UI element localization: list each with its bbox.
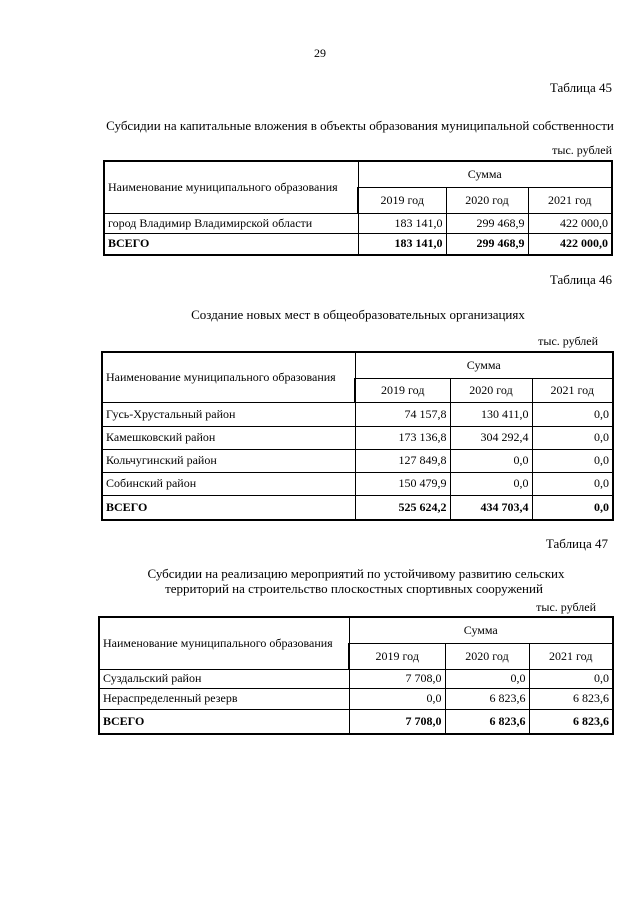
table-row	[99, 669, 613, 688]
table-45-units: тыс. рублей	[552, 143, 612, 157]
row-name: Камешковский район	[102, 426, 355, 449]
row-value-2019: 150 479,9	[355, 472, 450, 495]
header-year-2020: 2020 год	[446, 187, 528, 213]
header-year-2019: 2019 год	[349, 643, 445, 669]
table-45-label: Таблица 45	[549, 80, 612, 95]
page-number: 29	[314, 46, 326, 60]
header-year-2019: 2019 год	[355, 378, 450, 402]
total-value-2020: 299 468,9	[446, 233, 528, 255]
header-year-2021: 2021 год	[529, 643, 613, 669]
total-value-2021: 0,0	[532, 495, 613, 520]
header-year-2020: 2020 год	[450, 378, 532, 402]
table-47-units: тыс. рублей	[536, 600, 596, 614]
row-value-2021: 6 823,6	[529, 688, 613, 709]
table-45	[103, 160, 613, 256]
total-label: ВСЕГО	[102, 495, 355, 520]
row-value-2019: 173 136,8	[355, 426, 450, 449]
table-46-label: Таблица 46	[549, 272, 612, 287]
table-row	[104, 213, 612, 233]
row-value-2020: 0,0	[450, 449, 532, 472]
header-name: Наименование муниципального образования	[104, 161, 358, 213]
total-value-2020: 434 703,4	[450, 495, 532, 520]
row-value-2020: 299 468,9	[446, 213, 528, 233]
total-row	[104, 233, 612, 255]
total-value-2021: 422 000,0	[528, 233, 612, 255]
row-value-2019: 74 157,8	[355, 402, 450, 426]
table-45-title: Субсидии на капитальные вложения в объекты образования муниципальной собственности	[106, 118, 614, 133]
row-value-2021: 0,0	[532, 449, 613, 472]
row-name: город Владимир Владимирской области	[104, 213, 358, 233]
row-name: Кольчугинский район	[102, 449, 355, 472]
table-row	[102, 449, 613, 472]
total-label: ВСЕГО	[99, 709, 349, 734]
header-sum: Сумма	[358, 161, 612, 187]
total-value-2019: 183 141,0	[358, 233, 446, 255]
header-name: Наименование муниципального образования	[99, 617, 349, 669]
row-name: Суздальский район	[99, 669, 349, 688]
table-46-title: Создание новых мест в общеобразовательных организациях	[191, 307, 525, 322]
header-name: Наименование муниципального образования	[102, 352, 355, 402]
row-name: Собинский район	[102, 472, 355, 495]
header-year-2021: 2021 год	[532, 378, 613, 402]
table-47-title-line-1: Субсидии на реализацию мероприятий по устойчивому развитию сельских	[147, 566, 565, 581]
total-row	[99, 709, 613, 734]
row-value-2021: 0,0	[529, 669, 613, 688]
table-46	[101, 351, 614, 521]
row-value-2020: 0,0	[450, 472, 532, 495]
total-label: ВСЕГО	[104, 233, 358, 255]
total-value-2019: 525 624,2	[355, 495, 450, 520]
table-row	[102, 402, 613, 426]
header-sum: Сумма	[355, 352, 613, 378]
row-value-2019: 7 708,0	[349, 669, 445, 688]
total-value-2019: 7 708,0	[349, 709, 445, 734]
row-value-2020: 304 292,4	[450, 426, 532, 449]
row-value-2019: 183 141,0	[358, 213, 446, 233]
header-sum: Сумма	[349, 617, 613, 643]
row-value-2021: 0,0	[532, 426, 613, 449]
table-row	[102, 426, 613, 449]
row-value-2019: 0,0	[349, 688, 445, 709]
total-value-2021: 6 823,6	[529, 709, 613, 734]
header-year-2021: 2021 год	[528, 187, 612, 213]
row-value-2020: 6 823,6	[445, 688, 529, 709]
table-47-label: Таблица 47	[545, 536, 608, 551]
row-name: Гусь-Хрустальный район	[102, 402, 355, 426]
table-row	[102, 472, 613, 495]
table-row	[99, 688, 613, 709]
row-name: Нераспределенный резерв	[99, 688, 349, 709]
total-value-2020: 6 823,6	[445, 709, 529, 734]
row-value-2021: 0,0	[532, 402, 613, 426]
total-row	[102, 495, 613, 520]
header-year-2019: 2019 год	[358, 187, 446, 213]
row-value-2021: 0,0	[532, 472, 613, 495]
row-value-2020: 130 411,0	[450, 402, 532, 426]
table-47-title-line-2: территорий на строительство плоскостных спортивных сооружений	[165, 581, 543, 596]
table-47	[98, 616, 614, 735]
row-value-2020: 0,0	[445, 669, 529, 688]
row-value-2021: 422 000,0	[528, 213, 612, 233]
row-value-2019: 127 849,8	[355, 449, 450, 472]
table-46-units: тыс. рублей	[538, 334, 598, 348]
header-year-2020: 2020 год	[445, 643, 529, 669]
